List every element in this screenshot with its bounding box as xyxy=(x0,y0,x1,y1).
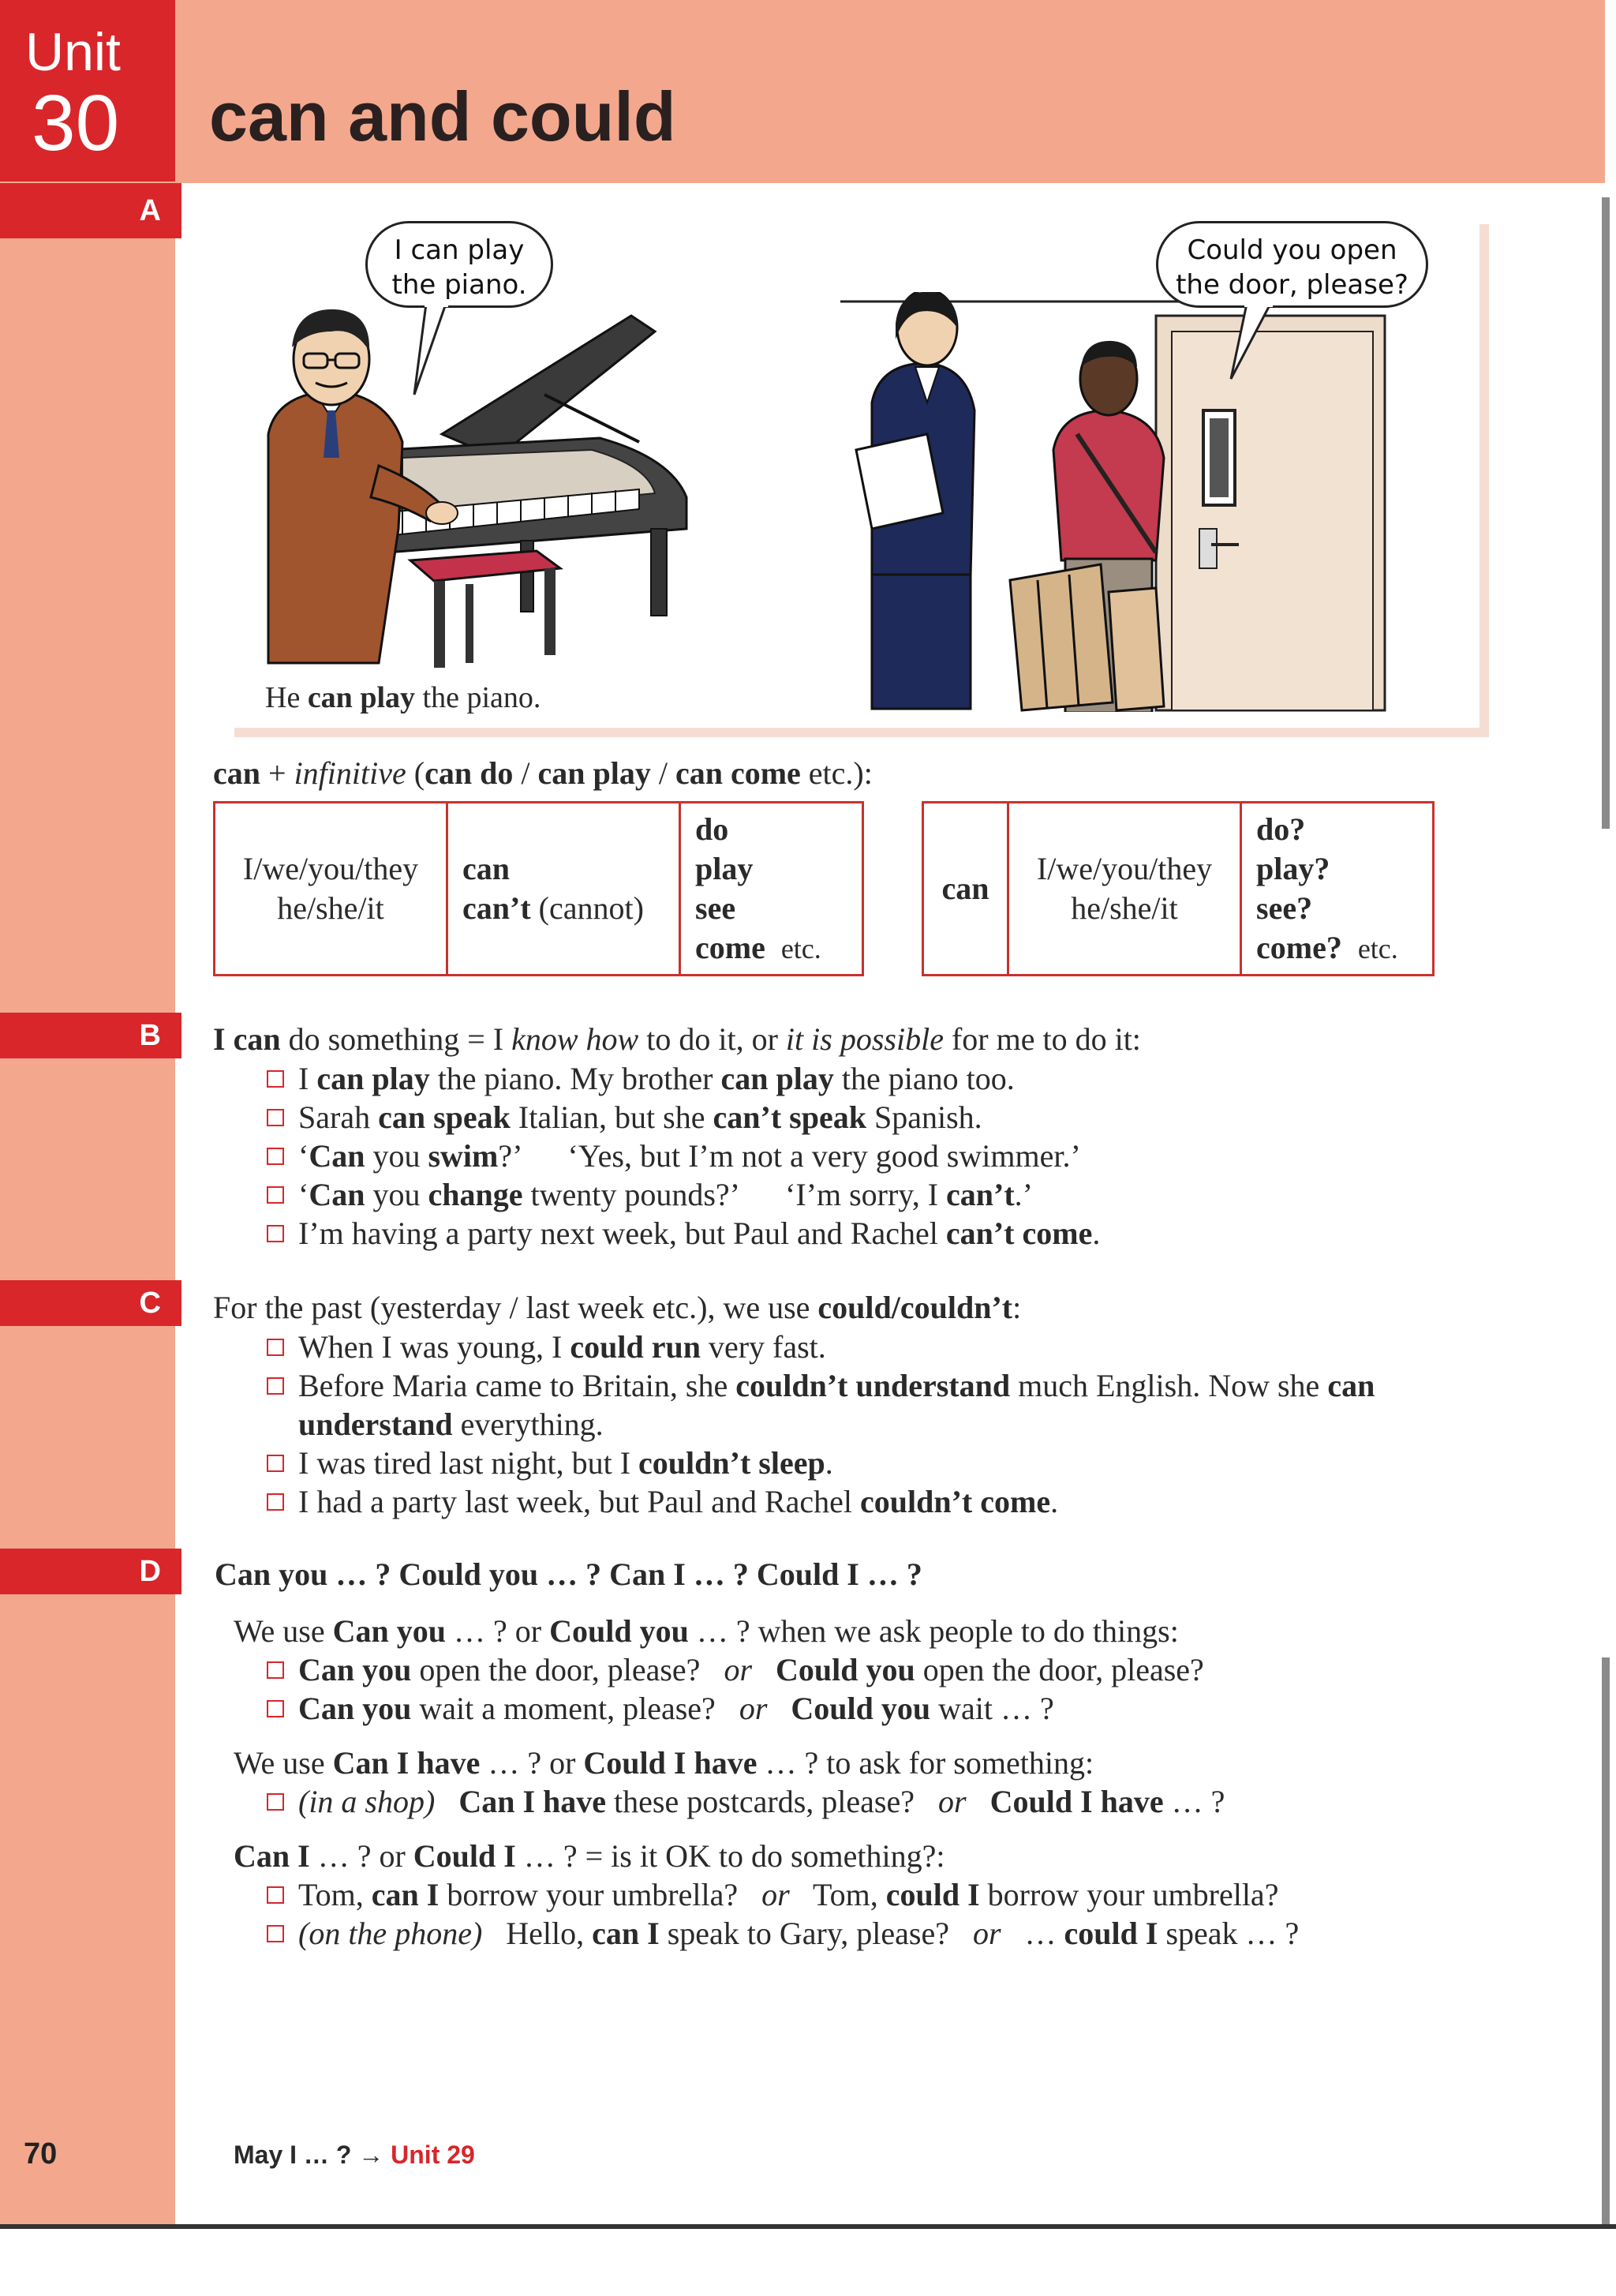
checkbox-icon xyxy=(267,1225,284,1242)
ex-text: I had a party last week, but Paul and Rachel xyxy=(298,1484,860,1519)
ex-bold: Could you xyxy=(791,1691,931,1726)
question-verbs-etc: etc. xyxy=(1357,933,1398,964)
b-intro-know-how: know how xyxy=(511,1021,639,1057)
ex-text: Before Maria came to Britain, she xyxy=(298,1368,736,1403)
speech-bubble-right-tail xyxy=(1227,304,1282,383)
ex-text: borrow your umbrella? xyxy=(979,1877,1279,1912)
p-bold: Could you xyxy=(549,1613,689,1649)
page-edge-shadow-lower xyxy=(1602,1657,1610,2226)
ex-bold: can xyxy=(1327,1368,1375,1403)
section-b-intro xyxy=(213,1020,1141,1059)
modal-cannot-note: (cannot) xyxy=(530,890,644,926)
question-subject-singular: he/she/it xyxy=(1071,890,1178,926)
p-text: … ? to ask for something: xyxy=(757,1745,1094,1781)
modal-cant: can’t xyxy=(462,890,531,926)
p-text: We use xyxy=(234,1745,333,1781)
ex-bold: couldn’t understand xyxy=(735,1368,1011,1403)
section-c-intro xyxy=(213,1288,1021,1328)
ex-text: twenty pounds?’ ‘I’m sorry, I xyxy=(522,1177,947,1212)
intro-can-do: can do xyxy=(425,755,514,791)
intro-paren-open: ( xyxy=(406,755,425,791)
example-b-1 xyxy=(267,1059,1015,1099)
verb-come: come xyxy=(695,930,765,965)
ex-text: . xyxy=(1050,1484,1059,1519)
intro-etc: etc.): xyxy=(800,755,873,791)
ex-text: open the door, please? xyxy=(915,1652,1204,1687)
question-verb-see: see? xyxy=(1256,890,1313,926)
subjects-cell xyxy=(215,803,447,976)
p-bold: Can you xyxy=(332,1613,447,1649)
example-b-3 xyxy=(267,1137,1081,1176)
verbs-cell xyxy=(680,803,863,976)
b-intro-text-2: to do it, or xyxy=(638,1021,786,1057)
ex-text: wait … ? xyxy=(930,1691,1054,1726)
ex-text: . xyxy=(1092,1215,1101,1251)
question-modal-can: can xyxy=(941,871,989,906)
question-verb-do: do? xyxy=(1256,811,1306,847)
modal-can: can xyxy=(462,851,510,886)
ex-bold: Can you xyxy=(298,1691,412,1726)
ex-bold: could run xyxy=(570,1329,701,1365)
example-d-1 xyxy=(267,1650,1204,1690)
ex-bold: can I xyxy=(592,1916,660,1951)
section-tab-a: A xyxy=(0,183,181,238)
cross-reference-text: May I … ? → xyxy=(234,2141,391,2169)
ex-bold: Can I have xyxy=(458,1784,607,1819)
ex-or: or xyxy=(724,1652,753,1687)
ex-bold: Can xyxy=(309,1138,365,1174)
ex-text: ‘ xyxy=(298,1138,309,1174)
ex-text: When I was young, I xyxy=(298,1329,570,1365)
ex-bold: couldn’t sleep xyxy=(638,1445,825,1481)
ex-or: or xyxy=(938,1784,967,1819)
cross-reference-link[interactable]: Unit 29 xyxy=(391,2141,475,2169)
ex-text: much English. Now she xyxy=(1010,1368,1328,1403)
verb-see: see xyxy=(695,890,736,926)
verbs-etc: etc. xyxy=(780,933,821,964)
b-intro-possible: it is possible xyxy=(785,1021,944,1057)
ex-text: speak to Gary, please? xyxy=(659,1916,973,1951)
example-d-2 xyxy=(267,1689,1054,1729)
checkbox-icon xyxy=(267,1455,284,1472)
b-intro-bold: I can xyxy=(213,1021,281,1057)
example-d-4 xyxy=(267,1875,1278,1915)
p-text: … ? or xyxy=(480,1745,584,1781)
caption-pre: He xyxy=(265,681,308,714)
unit-badge xyxy=(0,0,175,182)
question-verbs-cell xyxy=(1241,803,1434,976)
speech-bubble-right xyxy=(1156,221,1428,308)
intro-can: can xyxy=(213,755,260,791)
p-text: … ? when we ask people to do things: xyxy=(688,1613,1179,1649)
ex-text: Italian, but she xyxy=(510,1099,713,1135)
ex-text: the piano. My brother xyxy=(429,1061,721,1096)
verb-do: do xyxy=(695,811,729,847)
checkbox-icon xyxy=(267,1070,284,1088)
ex-text: Sarah xyxy=(298,1099,379,1135)
checkbox-icon xyxy=(267,1886,284,1904)
ex-bold: Could you xyxy=(776,1652,915,1687)
page-title: can and could xyxy=(209,77,676,155)
ex-text: Spanish. xyxy=(866,1099,982,1135)
ex-text: these postcards, please? xyxy=(606,1784,938,1819)
ex-bold: can play xyxy=(720,1061,834,1096)
section-tab-b: B xyxy=(0,1013,181,1058)
ex-context: (on the phone) xyxy=(298,1916,483,1951)
ex-text: Hello, xyxy=(482,1916,593,1951)
ex-text: I xyxy=(298,1061,317,1096)
ex-bold: can speak xyxy=(378,1099,511,1135)
ex-bold: couldn’t come xyxy=(860,1484,1051,1519)
section-d-heading: Can you … ? Could you … ? Can I … ? Could I … ? xyxy=(215,1556,922,1592)
question-subject-plural: I/we/you/they xyxy=(1036,851,1213,886)
ex-or: or xyxy=(739,1691,768,1726)
affirmative-grammar-table xyxy=(213,801,864,976)
ex-bold: Can you xyxy=(298,1652,412,1687)
ex-text: the piano too. xyxy=(833,1061,1015,1096)
checkbox-icon xyxy=(267,1925,284,1942)
p-text: … ? or xyxy=(446,1613,550,1649)
intro-plus: + xyxy=(260,755,294,791)
p-bold: Could I xyxy=(413,1838,516,1874)
ex-bold: Could I have xyxy=(989,1784,1164,1819)
ex-text: you xyxy=(365,1177,428,1212)
ex-bold: can I xyxy=(371,1877,440,1912)
checkbox-icon xyxy=(267,1377,284,1395)
ex-text: borrow your umbrella? xyxy=(439,1877,762,1912)
ex-text: ?’ ‘Yes, but I’m not a very good swimmer.’ xyxy=(498,1138,1081,1174)
speech-bubble-left-tail xyxy=(410,304,458,399)
section-a-intro xyxy=(213,754,873,793)
verb-play: play xyxy=(695,851,754,886)
example-c-1 xyxy=(267,1328,826,1367)
checkbox-icon xyxy=(267,1793,284,1811)
p-text: … ? = is it OK to do something?: xyxy=(515,1838,945,1874)
section-d-p3 xyxy=(234,1837,945,1876)
b-intro-text-1: do something = I xyxy=(280,1021,512,1057)
p-text: … ? or xyxy=(309,1838,413,1874)
ex-bold: Can xyxy=(309,1177,365,1212)
example-b-4 xyxy=(267,1175,1033,1215)
ex-text: everything. xyxy=(452,1406,604,1442)
ex-bold: can play xyxy=(316,1061,430,1096)
ex-text: wait a moment, please? xyxy=(411,1691,739,1726)
intro-infinitive: infinitive xyxy=(294,755,406,791)
ex-text: Tom, xyxy=(298,1877,372,1912)
example-c-2-continued xyxy=(298,1405,604,1444)
bottom-rule xyxy=(0,2224,1616,2229)
ex-text: speak … ? xyxy=(1158,1916,1300,1951)
c-intro-colon: : xyxy=(1012,1290,1022,1325)
checkbox-icon xyxy=(267,1186,284,1204)
ex-text: Tom, xyxy=(789,1877,886,1912)
ex-bold: can’t come xyxy=(945,1215,1093,1251)
unit-label: Unit xyxy=(25,22,121,82)
checkbox-icon xyxy=(267,1661,284,1679)
checkbox-icon xyxy=(267,1148,284,1165)
intro-can-come: can come xyxy=(675,755,801,791)
ex-text: I was tired last night, but I xyxy=(298,1445,639,1481)
ex-or: or xyxy=(972,1916,1001,1951)
piano-player-illustration xyxy=(260,300,702,671)
caption-bold: can play xyxy=(307,681,416,714)
ex-text xyxy=(767,1691,791,1726)
unit-number: 30 xyxy=(32,79,120,167)
ex-text: . xyxy=(825,1445,833,1481)
question-subjects-cell xyxy=(1008,803,1241,976)
b-intro-text-3: for me to do it: xyxy=(943,1021,1141,1057)
checkbox-icon xyxy=(267,1109,284,1126)
page-edge-shadow xyxy=(1602,197,1610,829)
modal-cell xyxy=(447,803,680,976)
ex-bold: understand xyxy=(298,1406,453,1442)
ex-bold: swim xyxy=(428,1138,499,1174)
ex-or: or xyxy=(761,1877,790,1912)
ex-text xyxy=(967,1784,990,1819)
cross-reference xyxy=(234,2141,475,2170)
ex-text: I’m having a party next week, but Paul and Rachel xyxy=(298,1215,946,1251)
c-intro-bold: could/couldn’t xyxy=(817,1290,1013,1325)
example-c-2 xyxy=(267,1366,1375,1406)
checkbox-icon xyxy=(267,1493,284,1511)
example-c-4 xyxy=(267,1482,1058,1522)
ex-bold: could I xyxy=(885,1877,980,1912)
caption-post: the piano. xyxy=(415,681,541,714)
question-grammar-table xyxy=(922,801,1435,976)
ex-text: very fast. xyxy=(700,1329,826,1365)
page-number: 70 xyxy=(24,2137,58,2171)
p-text: We use xyxy=(234,1613,333,1649)
illustration-caption xyxy=(265,680,541,715)
checkbox-icon xyxy=(267,1700,284,1717)
p-bold: Could I have xyxy=(583,1745,758,1781)
speech-bubble-left-line-1: I can play xyxy=(394,234,525,266)
intro-slash-1: / xyxy=(513,755,538,791)
ex-text xyxy=(752,1652,776,1687)
door-scene-illustration xyxy=(840,292,1393,712)
left-margin-strip xyxy=(0,0,175,2224)
section-tab-d: D xyxy=(0,1549,181,1594)
ex-bold: change xyxy=(428,1177,523,1212)
speech-bubble-left-line-2: the piano. xyxy=(391,269,527,302)
question-modal-cell xyxy=(923,803,1008,976)
subject-plural: I/we/you/they xyxy=(242,851,419,886)
question-verb-play: play? xyxy=(1256,851,1330,886)
intro-can-play: can play xyxy=(537,755,651,791)
ex-text: … ? xyxy=(1163,1784,1225,1819)
ex-bold: could I xyxy=(1064,1916,1158,1951)
ex-context: (in a shop) xyxy=(298,1784,436,1819)
example-b-5 xyxy=(267,1214,1100,1253)
ex-text xyxy=(435,1784,458,1819)
ex-text: open the door, please? xyxy=(411,1652,724,1687)
example-c-3 xyxy=(267,1444,833,1483)
question-verb-come: come? xyxy=(1256,930,1342,965)
checkbox-icon xyxy=(267,1339,284,1356)
example-d-3 xyxy=(267,1782,1225,1822)
intro-slash-2: / xyxy=(650,755,675,791)
p-bold: Can I xyxy=(234,1838,310,1874)
ex-text: … xyxy=(1001,1916,1064,1951)
ex-text: you xyxy=(365,1138,428,1174)
example-b-2 xyxy=(267,1098,982,1137)
ex-bold: can’t xyxy=(946,1177,1015,1212)
section-d-p2 xyxy=(234,1744,1094,1783)
speech-bubble-left xyxy=(365,221,553,308)
subject-singular: he/she/it xyxy=(277,890,384,926)
ex-text: .’ xyxy=(1014,1177,1033,1212)
example-d-5 xyxy=(267,1914,1299,1953)
speech-bubble-right-line-1: Could you open xyxy=(1187,234,1397,266)
ex-bold: can’t speak xyxy=(713,1099,866,1135)
speech-bubble-right-line-2: the door, please? xyxy=(1176,269,1408,302)
ex-text: ‘ xyxy=(298,1177,309,1212)
section-d-p1 xyxy=(234,1612,1179,1651)
section-tab-c: C xyxy=(0,1280,181,1326)
c-intro-text: For the past (yesterday / last week etc.), we use xyxy=(213,1290,818,1325)
p-bold: Can I have xyxy=(332,1745,481,1781)
